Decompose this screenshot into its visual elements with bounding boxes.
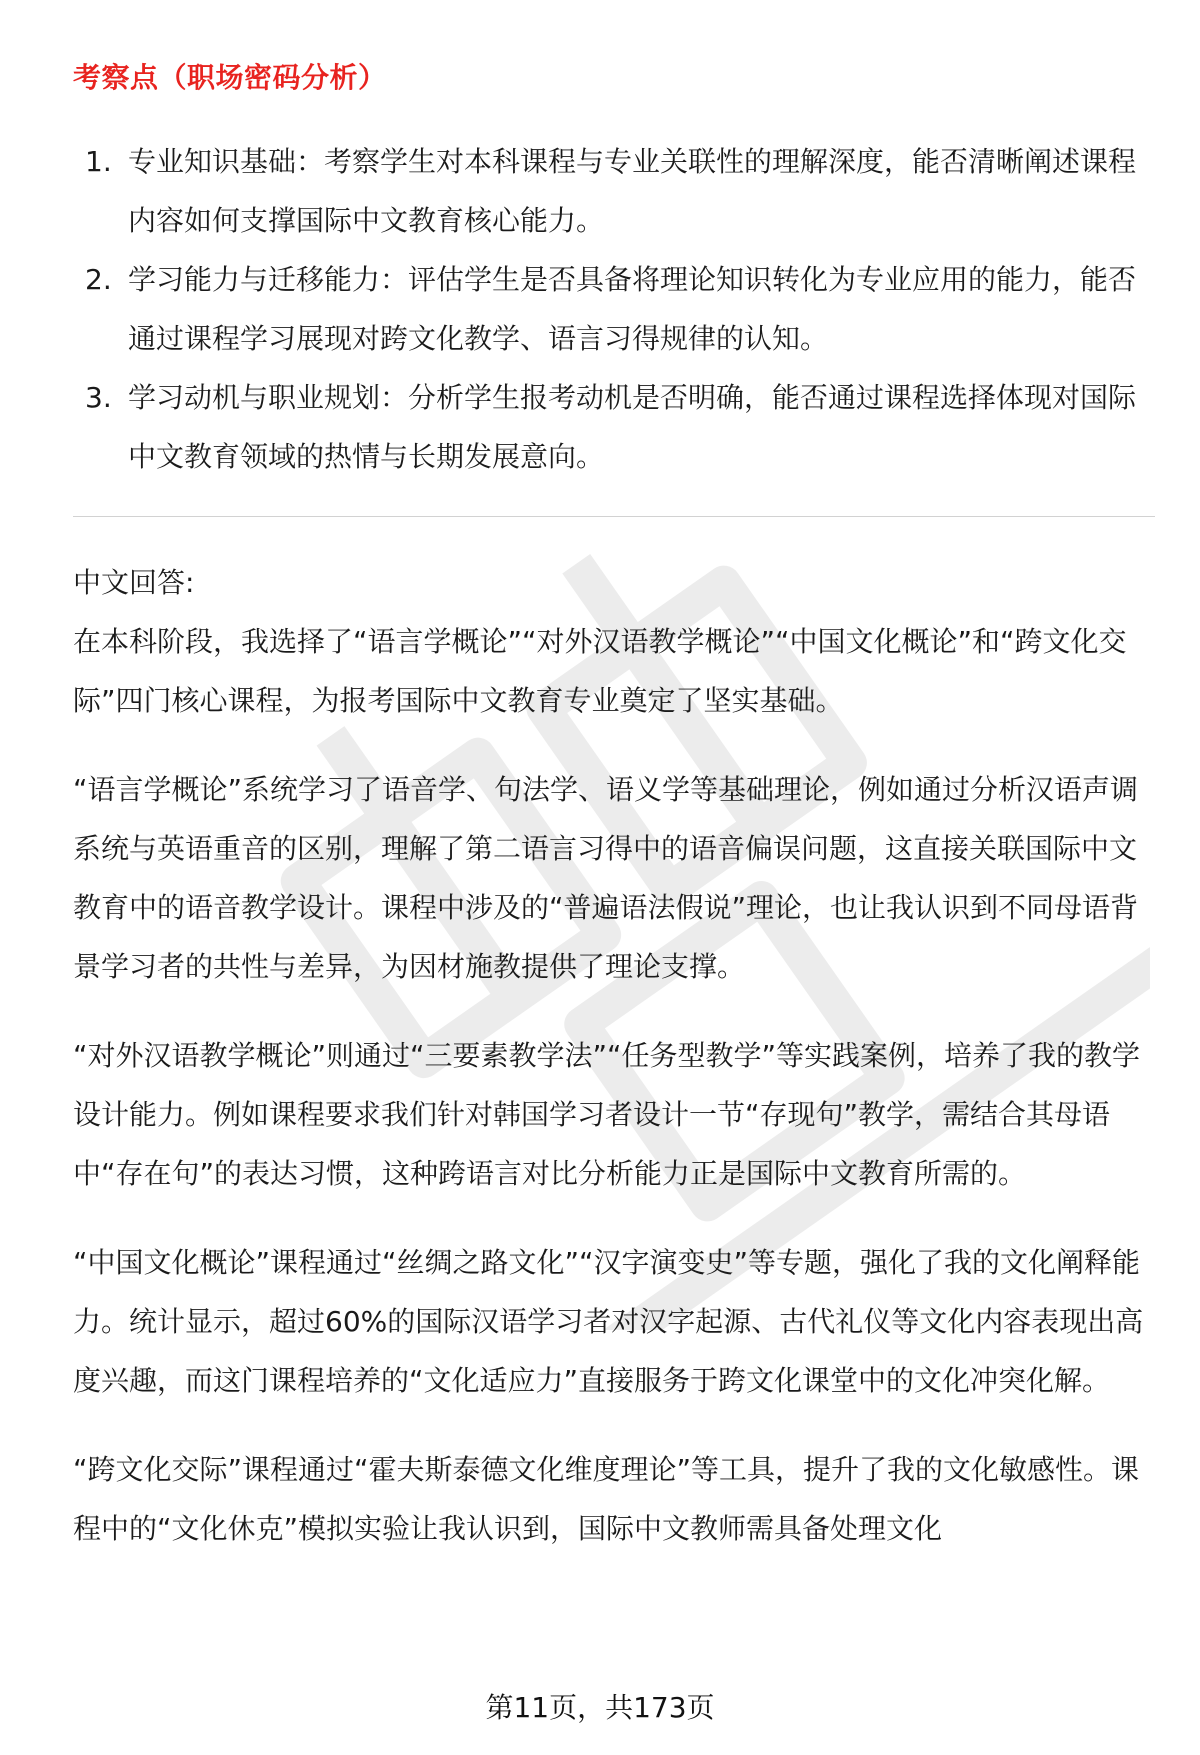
page-number-footer: 第11页，共173页 [485, 1691, 715, 1724]
section-heading: 考察点（职场密码分析） [73, 61, 387, 94]
list-number: 2. [85, 263, 112, 296]
answer-paragraph: “跨文化交际”课程通过“霍夫斯泰德文化维度理论”等工具，提升了我的文化敏感性。课程中的“文化休克”模拟实验让我认识到，国际中文教师需具备处理文化 [73, 1453, 1140, 1545]
answer-label: 中文回答: [73, 566, 195, 599]
answer-intro: 在本科阶段，我选择了“语言学概论”“对外汉语教学概论”“中国文化概论”和“跨文化交际”四门核心课程，为报考国际中文教育专业奠定了坚实基础。 [73, 625, 1127, 717]
list-item [73, 132, 1148, 250]
answer-paragraph: “中国文化概论”课程通过“丝绸之路文化”“汉字演变史”等专题，强化了我的文化阐释能力。统计显示，超过60%的国际汉语学习者对汉字起源、古代礼仪等文化内容表现出高度兴趣，而这门课程培养的“文化适应力”直接服务于跨文化课堂中的文化冲突化解。 [73, 1246, 1144, 1397]
list-item [73, 250, 1148, 368]
list-number: 3. [85, 381, 112, 414]
list-item-text: 学习能力与迁移能力：评估学生是否具备将理论知识转化为专业应用的能力，能否通过课程学习展现对跨文化教学、语言习得规律的认知。 [128, 263, 1137, 355]
assessment-points-list [73, 132, 1148, 486]
horizontal-divider [73, 516, 1155, 517]
answer-paragraph: “语言学概论”系统学习了语音学、句法学、语义学等基础理论，例如通过分析汉语声调系统与英语重音的区别，理解了第二语言习得中的语音偏误问题，这直接关联国际中文教育中的语音教学设计。课程中涉及的“普遍语法假说”理论，也让我认识到不同母语背景学习者的共性与差异，为因材施教提供了理论支撑。 [73, 773, 1139, 983]
list-item-text: 专业知识基础：考察学生对本科课程与专业关联性的理解深度，能否清晰阐述课程内容如何支撑国际中文教育核心能力。 [128, 145, 1137, 237]
answer-paragraph: “对外汉语教学概论”则通过“三要素教学法”“任务型教学”等实践案例，培养了我的教学设计能力。例如课程要求我们针对韩国学习者设计一节“存现句”教学，需结合其母语中“存在句”的表达习惯，这种跨语言对比分析能力正是国际中文教育所需的。 [73, 1039, 1141, 1190]
list-item [73, 368, 1148, 486]
list-item-text: 学习动机与职业规划：分析学生报考动机是否明确，能否通过课程选择体现对国际中文教育领域的热情与长期发展意向。 [128, 381, 1137, 473]
list-number: 1. [85, 145, 112, 178]
answer-section [73, 553, 1158, 1558]
